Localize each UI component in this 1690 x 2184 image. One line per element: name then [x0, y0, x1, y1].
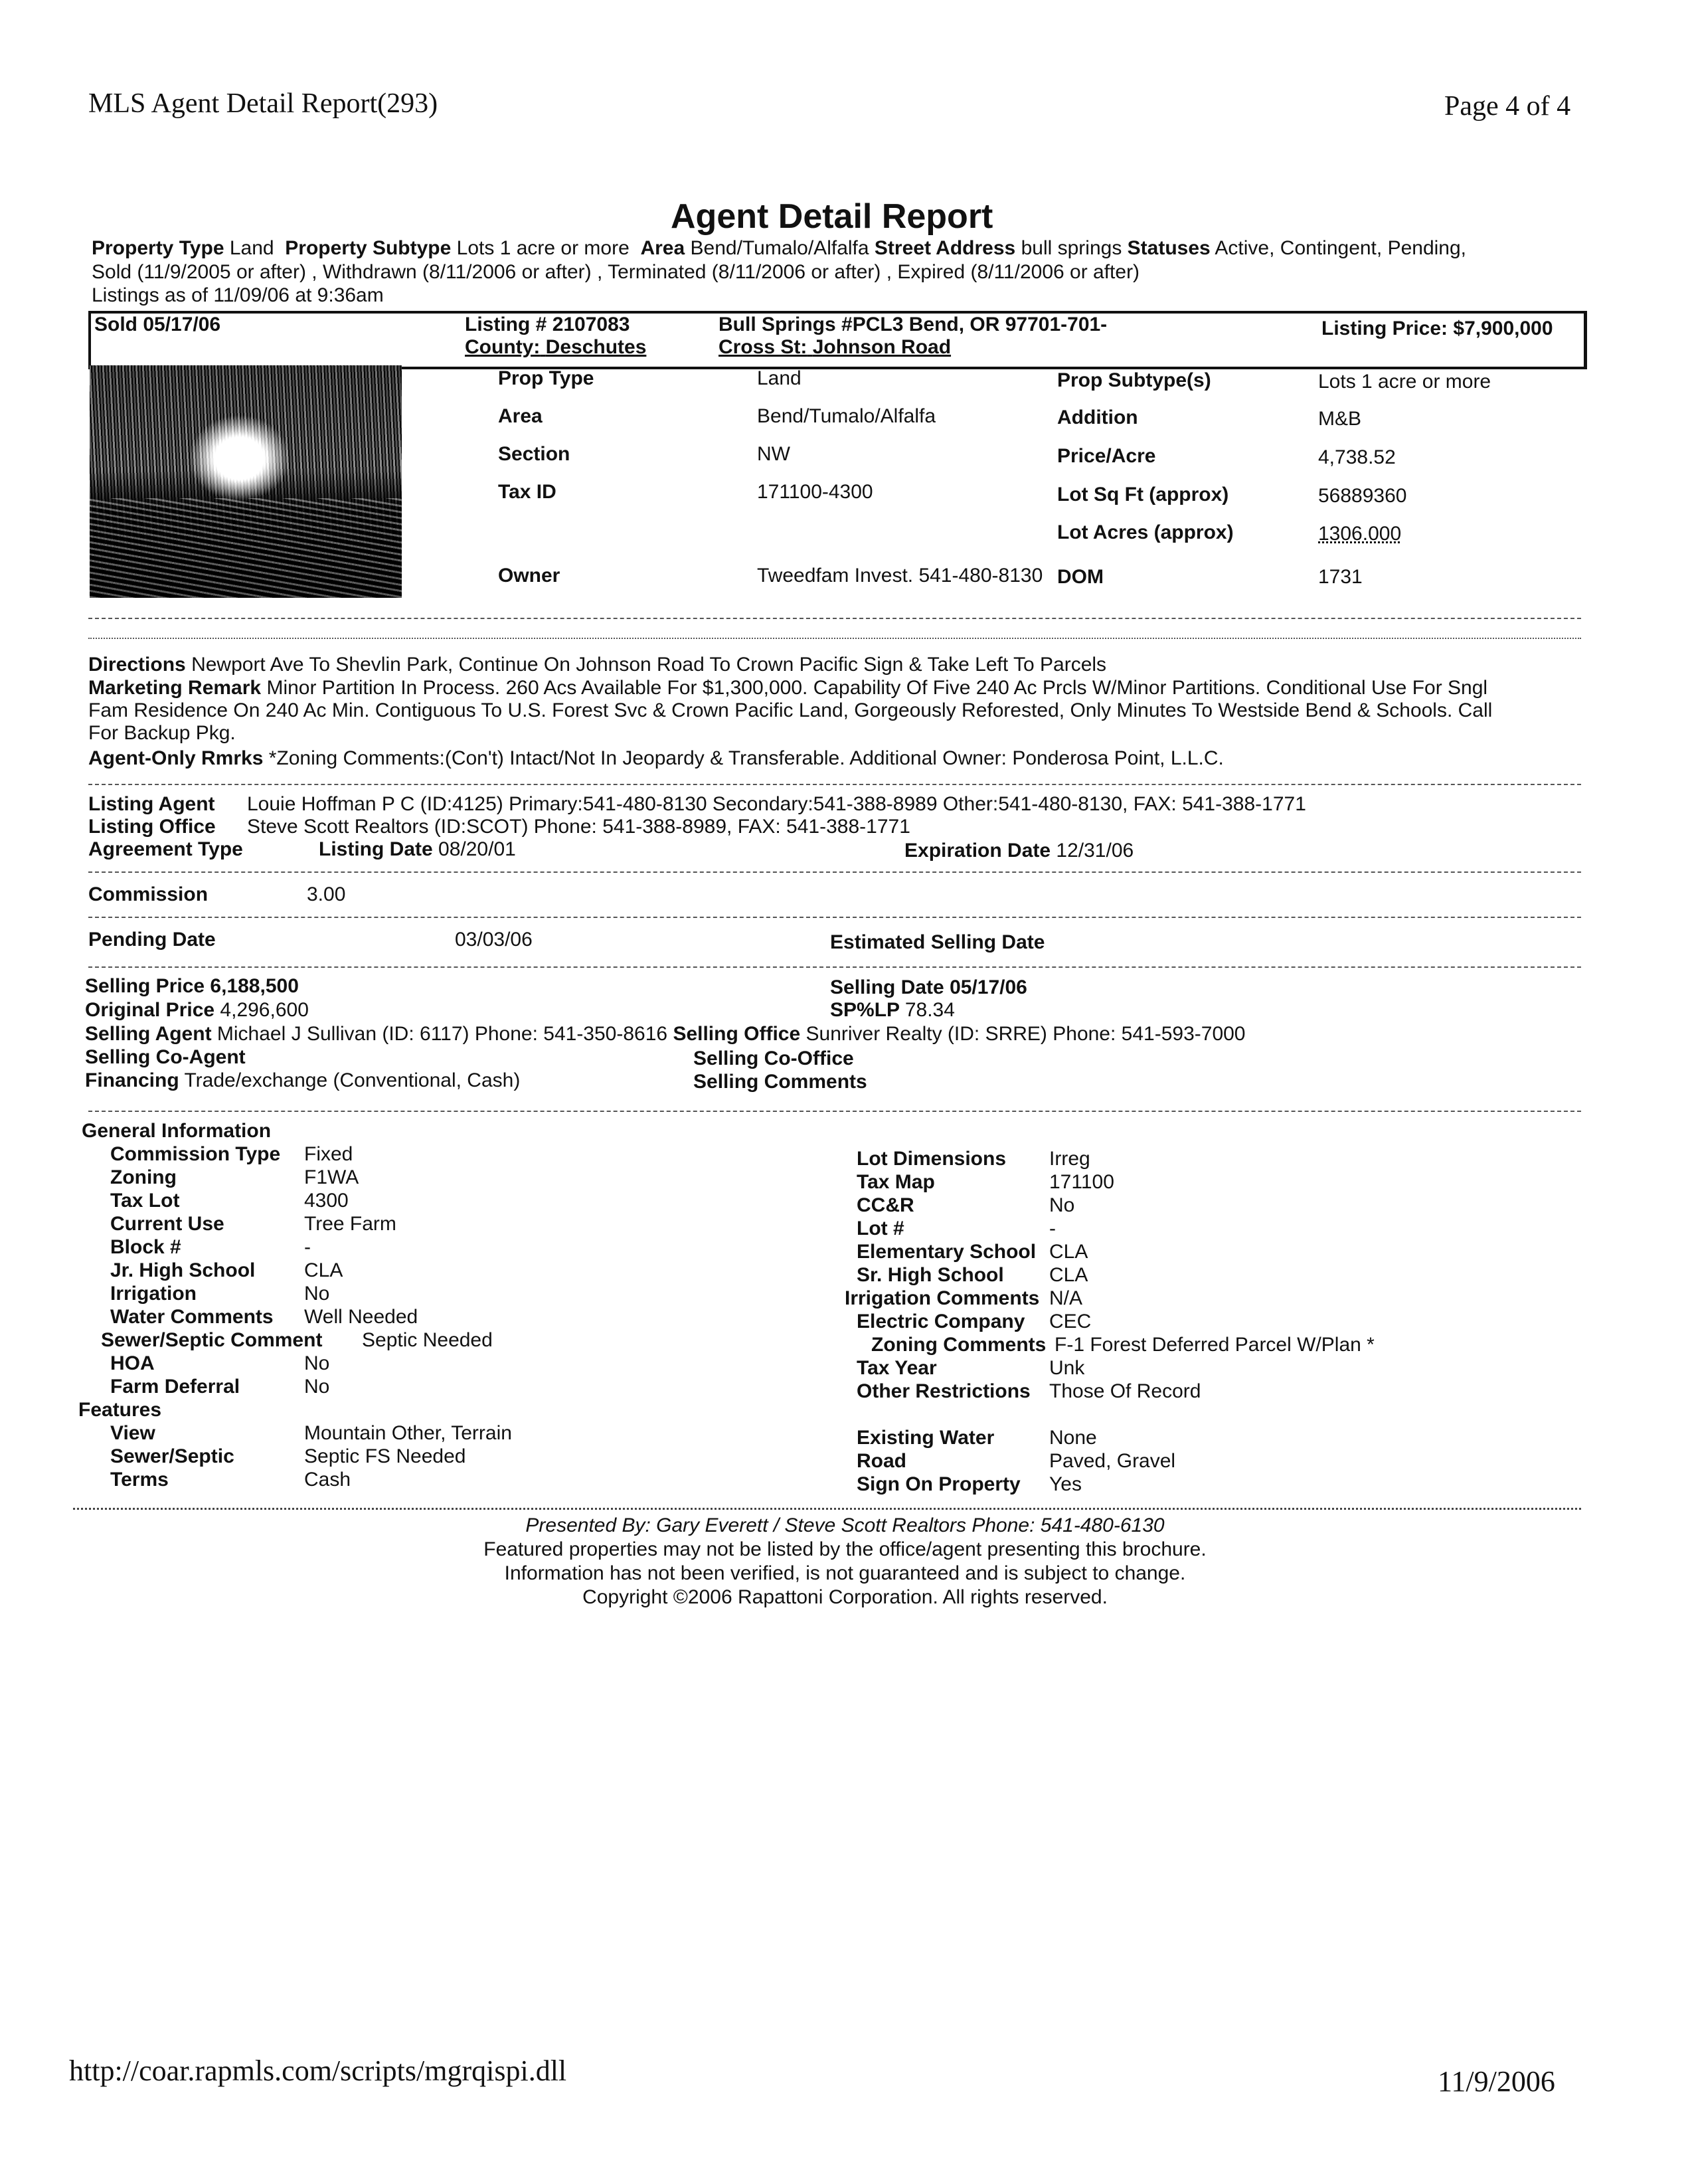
- report-criteria: [92, 237, 1466, 260]
- listing-status: Sold 05/17/06: [94, 314, 221, 335]
- criteria-value: Active, Contingent, Pending,: [1215, 237, 1466, 259]
- divider: [88, 871, 1581, 873]
- detail-value: 171100-4300: [757, 481, 873, 503]
- general-label: Commission Type: [110, 1143, 281, 1165]
- general-value: F-1 Forest Deferred Parcel W/Plan *: [1055, 1334, 1375, 1356]
- criteria-value: Bend/Tumalo/Alfalfa: [690, 237, 869, 259]
- listing-address: Bull Springs #PCL3 Bend, OR 97701-701-: [718, 314, 1108, 335]
- general-value: No: [1049, 1194, 1075, 1216]
- financing: [85, 1069, 520, 1092]
- general-label: Other Restrictions: [857, 1380, 1031, 1402]
- directions: [88, 654, 1106, 676]
- marketing-remark: [88, 677, 1487, 699]
- detail-value: Tweedfam Invest. 541-480-8130: [757, 565, 1043, 587]
- general-label: Irrigation: [110, 1283, 197, 1305]
- detail-value: Land: [757, 367, 802, 389]
- report-title: Agent Detail Report: [671, 197, 993, 236]
- selling-agent-row: [85, 1023, 1246, 1046]
- selling-comments-label: Selling Comments: [693, 1071, 867, 1093]
- general-label: Water Comments: [110, 1306, 274, 1328]
- general-label: CC&R: [857, 1194, 914, 1216]
- general-label: Lot #: [857, 1218, 904, 1239]
- marketing-remark-text: Minor Partition In Process. 260 Acs Available For $1,300,000. Capability Of Five 240 Ac Prcls W/Minor Partitions. Conditional Use For Sngl: [266, 677, 1488, 699]
- disclaimer-line: Information has not been verified, is not guaranteed and is subject to change.: [504, 1562, 1186, 1584]
- property-photo: [90, 365, 402, 598]
- copyright: Copyright ©2006 Rapattoni Corporation. All rights reserved.: [582, 1586, 1108, 1608]
- detail-value: M&B: [1318, 408, 1362, 430]
- general-value: -: [304, 1236, 311, 1258]
- selling-date: [830, 976, 1027, 999]
- disclaimer-line: Featured properties may not be listed by the office/agent presenting this brochure.: [483, 1538, 1207, 1560]
- feature-label: Terms: [110, 1469, 169, 1491]
- footer-url[interactable]: http://coar.rapmls.com/scripts/mgrqispi.dll: [69, 2054, 567, 2087]
- listing-date-value: 08/20/01: [438, 838, 516, 860]
- detail-label: Lot Acres (approx): [1057, 521, 1234, 543]
- detail-value: 4,738.52: [1318, 446, 1396, 468]
- general-label: Sr. High School: [857, 1264, 1004, 1286]
- general-value: No: [304, 1352, 330, 1374]
- agent-only-remarks: [88, 747, 1224, 770]
- features-heading: Features: [78, 1399, 162, 1421]
- feature-label: View: [110, 1422, 155, 1444]
- detail-label: Prop Subtype(s): [1057, 369, 1211, 391]
- directions-text: Newport Ave To Shevlin Park, Continue On Johnson Road To Crown Pacific Sign & Take Left To Parcels: [191, 654, 1107, 676]
- general-value: No: [304, 1376, 330, 1398]
- detail-value: Lots 1 acre or more: [1318, 371, 1491, 393]
- general-value: 171100: [1049, 1171, 1114, 1193]
- listing-agent-label: Listing Agent: [88, 793, 215, 815]
- marketing-remark-line: For Backup Pkg.: [88, 722, 236, 744]
- criteria-value: bull springs: [1021, 237, 1122, 259]
- general-label: Lot Dimensions: [857, 1148, 1007, 1170]
- criteria-label: Property Subtype: [285, 237, 452, 259]
- sp-lp-value: 78.34: [904, 999, 955, 1021]
- general-value: Septic Needed: [362, 1329, 493, 1351]
- pending-date-value: 03/03/06: [455, 929, 533, 951]
- selling-price: [85, 975, 299, 998]
- selling-agent-value: Michael J Sullivan (ID: 6117) Phone: 541-350-8616: [216, 1023, 668, 1045]
- general-information-heading: General Information: [82, 1120, 272, 1142]
- agent-only-label: Agent-Only Rmrks: [88, 747, 264, 769]
- listing-agent: Louie Hoffman P C (ID:4125) Primary:541-480-8130 Secondary:541-388-8989 Other:541-480-8130, FAX: 541-388-1771: [247, 793, 1306, 815]
- divider: [88, 784, 1581, 785]
- detail-value: 1731: [1318, 566, 1363, 588]
- general-value: No: [304, 1283, 330, 1305]
- general-value: Irreg: [1049, 1148, 1090, 1170]
- feature-label: Existing Water: [857, 1427, 995, 1449]
- footer-date: 11/9/2006: [1438, 2065, 1555, 2098]
- listing-price: [1321, 318, 1553, 340]
- general-label: Block #: [110, 1236, 181, 1258]
- selling-date-value: 05/17/06: [950, 976, 1027, 998]
- sp-lp: [830, 999, 955, 1022]
- general-label: HOA: [110, 1352, 155, 1374]
- listing-date: [319, 838, 516, 861]
- general-label: Electric Company: [857, 1311, 1025, 1332]
- listing-date-label: Listing Date: [319, 838, 433, 860]
- general-label: Tax Lot: [110, 1190, 180, 1212]
- detail-value: Bend/Tumalo/Alfalfa: [757, 405, 936, 427]
- criteria-label: Property Type: [92, 237, 224, 259]
- criteria-value: Land: [229, 237, 274, 259]
- marketing-remark-line: Fam Residence On 240 Ac Min. Contiguous To U.S. Forest Svc & Crown Pacific Land, Gorgeously Reforested, Only Minutes To Westside Bend & Schools. Call: [88, 699, 1493, 721]
- detail-label: Price/Acre: [1057, 445, 1156, 467]
- directions-label: Directions: [88, 654, 186, 676]
- divider: [88, 1111, 1581, 1112]
- general-value: Fixed: [304, 1143, 353, 1165]
- general-value: -: [1049, 1218, 1056, 1239]
- cross-street-value: Johnson Road: [812, 336, 952, 358]
- selling-price-value: 6,188,500: [210, 975, 299, 997]
- detail-label: Addition: [1057, 407, 1138, 428]
- general-value: CEC: [1049, 1311, 1092, 1332]
- original-price: [85, 999, 309, 1022]
- selling-co-office-label: Selling Co-Office: [693, 1047, 854, 1069]
- divider: [88, 618, 1581, 619]
- county-label: County:: [465, 336, 541, 358]
- general-value: Unk: [1049, 1357, 1085, 1379]
- listing-office: Steve Scott Realtors (ID:SCOT) Phone: 541-388-8989, FAX: 541-388-1771: [247, 816, 910, 838]
- estimated-selling-date-label: Estimated Selling Date: [830, 931, 1045, 953]
- general-value: 4300: [304, 1190, 349, 1212]
- listing-county: [465, 336, 646, 359]
- county-value: Deschutes: [545, 336, 647, 358]
- general-label: Tax Year: [857, 1357, 937, 1379]
- general-value: F1WA: [304, 1166, 359, 1188]
- detail-label: Section: [498, 443, 570, 465]
- listing-number-value: 2107083: [552, 314, 630, 335]
- general-label: Tax Map: [857, 1171, 935, 1193]
- general-value: Well Needed: [304, 1306, 418, 1328]
- general-label: Elementary School: [857, 1241, 1037, 1263]
- cross-street-label: Cross St:: [718, 336, 807, 358]
- divider: [88, 638, 1581, 639]
- divider: [88, 966, 1581, 968]
- general-label: Zoning: [110, 1166, 177, 1188]
- general-value: CLA: [1049, 1241, 1088, 1263]
- feature-label: Road: [857, 1450, 906, 1472]
- feature-value: Yes: [1049, 1473, 1082, 1495]
- listing-cross-street: [718, 336, 951, 359]
- feature-label: Sign On Property: [857, 1473, 1021, 1495]
- selling-office-value: Sunriver Realty (ID: SRRE) Phone: 541-593-7000: [805, 1023, 1246, 1045]
- selling-date-label: Selling Date: [830, 976, 944, 998]
- feature-value: None: [1049, 1427, 1097, 1449]
- listing-number: [465, 314, 630, 336]
- sp-lp-label: SP%LP: [830, 999, 900, 1021]
- general-label: Sewer/Septic Comment: [101, 1329, 323, 1351]
- listings-as-of: Listings as of 11/09/06 at 9:36am: [92, 284, 384, 306]
- feature-label: Sewer/Septic: [110, 1445, 234, 1467]
- general-label: Irrigation Comments: [845, 1287, 1040, 1309]
- detail-value: NW: [757, 443, 790, 465]
- general-label: Zoning Comments: [871, 1334, 1047, 1356]
- feature-value: Mountain Other, Terrain: [304, 1422, 512, 1444]
- commission-value: 3.00: [307, 883, 346, 905]
- criteria-label: Statuses: [1127, 237, 1211, 259]
- criteria-line-2: Sold (11/9/2005 or after) , Withdrawn (8/11/2006 or after) , Terminated (8/11/2006 or after) , Expired (8/11/2006 or after): [92, 261, 1140, 283]
- general-value: N/A: [1049, 1287, 1083, 1309]
- divider: [88, 917, 1581, 918]
- pending-date-label: Pending Date: [88, 929, 216, 951]
- listing-price-label: Listing Price:: [1321, 318, 1448, 339]
- expiration-date-label: Expiration Date: [904, 840, 1051, 862]
- detail-label: Owner: [498, 565, 560, 587]
- feature-value: Cash: [304, 1469, 351, 1491]
- detail-value: 56889360: [1318, 485, 1407, 507]
- listing-number-label: Listing #: [465, 314, 547, 335]
- original-price-value: 4,296,600: [220, 999, 309, 1021]
- criteria-value: Lots 1 acre or more: [456, 237, 630, 259]
- detail-label: Tax ID: [498, 481, 556, 503]
- listing-price-value: $7,900,000: [1453, 318, 1553, 339]
- selling-agent-label: Selling Agent: [85, 1023, 212, 1045]
- divider: [73, 1508, 1581, 1510]
- presented-by: Presented By: Gary Everett / Steve Scott Realtors Phone: 541-480-6130: [525, 1514, 1165, 1536]
- page-header-title: MLS Agent Detail Report(293): [88, 88, 438, 119]
- selling-office-label: Selling Office: [673, 1023, 801, 1045]
- detail-label: Area: [498, 405, 543, 427]
- financing-value: Trade/exchange (Conventional, Cash): [184, 1069, 521, 1091]
- feature-value: Septic FS Needed: [304, 1445, 466, 1467]
- criteria-label: Area: [640, 237, 685, 259]
- listing-office-label: Listing Office: [88, 816, 216, 838]
- detail-value: 1306.000: [1318, 523, 1402, 545]
- general-value: Those Of Record: [1049, 1380, 1201, 1402]
- agreement-type-label: Agreement Type: [88, 838, 243, 860]
- agent-only-text: *Zoning Comments:(Con't) Intact/Not In Jeopardy & Transferable. Additional Owner: Ponderosa Point, L.L.C.: [268, 747, 1224, 769]
- feature-value: Paved, Gravel: [1049, 1450, 1176, 1472]
- original-price-label: Original Price: [85, 999, 215, 1021]
- general-label: Current Use: [110, 1213, 224, 1235]
- selling-co-agent-label: Selling Co-Agent: [85, 1046, 246, 1068]
- page-number: Page 4 of 4: [1444, 91, 1571, 122]
- detail-label: DOM: [1057, 566, 1104, 588]
- general-value: CLA: [304, 1259, 343, 1281]
- selling-price-label: Selling Price: [85, 975, 205, 997]
- general-label: Farm Deferral: [110, 1376, 240, 1398]
- marketing-remark-label: Marketing Remark: [88, 677, 262, 699]
- general-value: Tree Farm: [304, 1213, 396, 1235]
- financing-label: Financing: [85, 1069, 179, 1091]
- criteria-label: Street Address: [874, 237, 1016, 259]
- general-value: CLA: [1049, 1264, 1088, 1286]
- detail-label: Prop Type: [498, 367, 594, 389]
- expiration-date-value: 12/31/06: [1056, 840, 1134, 862]
- commission-label: Commission: [88, 883, 209, 905]
- expiration-date: [904, 840, 1134, 862]
- detail-label: Lot Sq Ft (approx): [1057, 484, 1229, 505]
- general-label: Jr. High School: [110, 1259, 256, 1281]
